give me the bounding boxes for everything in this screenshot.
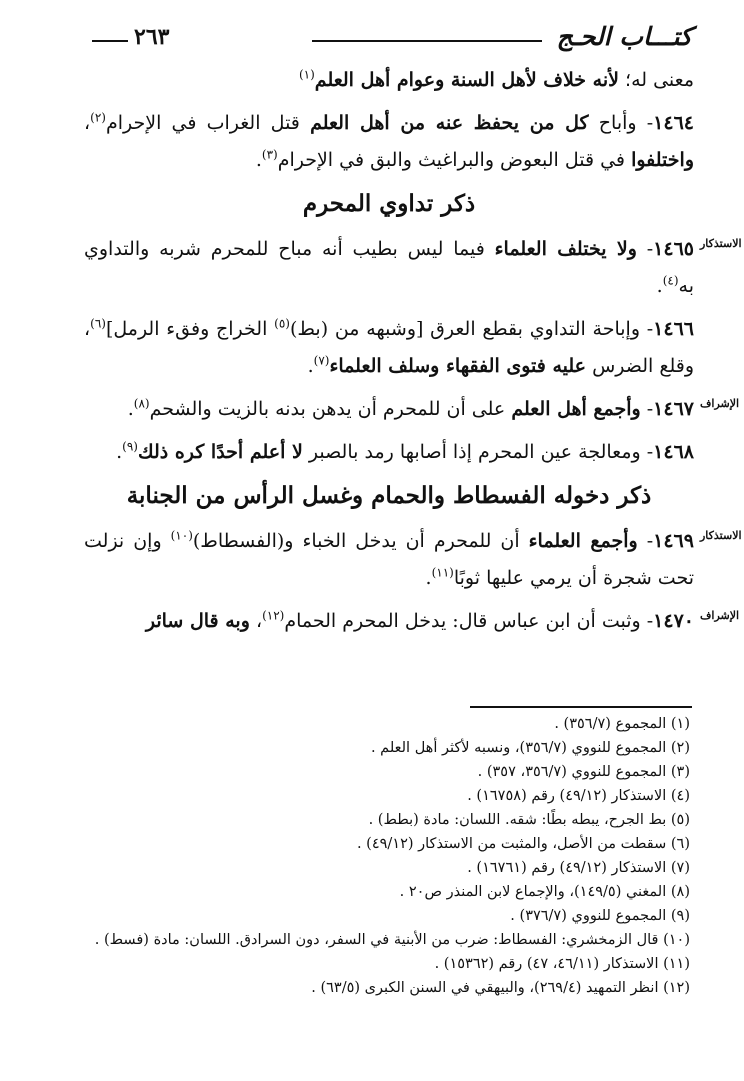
separator: - xyxy=(637,530,654,552)
footnote: (٣) المجموع للنووي (٣٥٦/٧، ٣٥٧) . xyxy=(477,764,690,780)
footnote-separator xyxy=(470,706,692,708)
book-title: كتـــاب الحـج xyxy=(556,22,692,51)
entry-number: ١٤٦٩ xyxy=(653,530,694,552)
footnote-ref: (٩) xyxy=(122,439,138,454)
entry-1470 xyxy=(84,603,740,640)
running-header xyxy=(92,20,692,54)
footnote: (٧) الاستذكار (٤٩/١٢) رقم (١٦٧٦١) . xyxy=(467,860,690,876)
bold-run: كل من يحفظ عنه من أهل العلم xyxy=(310,112,589,134)
footnote-ref: (٣) xyxy=(261,147,278,162)
text-run: معنى له؛ xyxy=(618,69,694,91)
text-run: ، xyxy=(249,610,263,632)
separator: - xyxy=(640,318,654,340)
entry-number: ١٤٦٧ xyxy=(653,398,694,420)
footnotes xyxy=(60,712,690,1000)
text-run: . xyxy=(307,355,314,377)
footnote: (١٠) قال الزمخشري: الفسطاط: ضرب من الأبنية في السفر، دون السرادق. اللسان: مادة (فسط) . xyxy=(94,932,690,948)
text-run: الخراج وفقء الرمل] xyxy=(105,318,275,340)
text-run: وإن نزلت تحت شجرة أن يرمي عليها ثوبًا xyxy=(84,530,694,589)
footnote-ref: (١٢) xyxy=(262,608,285,623)
text-run: ومعالجة عين المحرم إذا أصابها رمد بالصبر xyxy=(302,441,641,463)
entry-1467 xyxy=(84,391,740,428)
text-run: قتل الغراب في الإحرام xyxy=(105,112,311,134)
bold-run: وأجمع أهل العلم xyxy=(511,398,641,420)
separator: - xyxy=(640,398,654,420)
bold-run: عليه فتوى الفقهاء وسلف العلماء xyxy=(329,355,587,377)
entry-number: ١٤٦٦ xyxy=(653,318,694,340)
text-run: ، xyxy=(84,112,91,134)
footnote-ref: (٢) xyxy=(90,110,106,125)
entry-number: ١٤٦٤ xyxy=(653,112,694,134)
text-run: على أن للمحرم أن يدهن بدنه بالزيت والشحم xyxy=(149,398,512,420)
footnote-ref: (٦) xyxy=(90,316,106,331)
entry-number: ١٤٧٠ xyxy=(653,610,694,632)
entry-1468 xyxy=(84,434,694,471)
bold-run: وبه قال سائر xyxy=(145,610,250,632)
margin-source-note: الإشراف xyxy=(700,397,740,410)
text-run: فيما ليس بطيب أنه مباح للمحرم شربه والتداوي به xyxy=(84,238,694,297)
bold-run: لا أعلم أحدًا كره ذلك xyxy=(137,441,303,463)
text-run: . xyxy=(255,149,262,171)
text-run: . xyxy=(127,398,134,420)
footnote-ref: (١) xyxy=(298,67,315,82)
entry-1464 xyxy=(84,105,694,179)
text-run: في قتل البعوض والبراغيث والبق في الإحرام xyxy=(277,149,632,171)
footnote: (١٢) انظر التمهيد (٢٦٩/٤)، والبيهقي في السنن الكبرى (٦٣/٥) . xyxy=(311,980,690,996)
separator: - xyxy=(640,441,654,463)
bold-run: واختلفوا xyxy=(631,149,694,171)
text-run: . xyxy=(425,567,432,589)
section-title: ذكر دخوله الفسطاط والحمام وغسل الرأس من الجنابة xyxy=(126,482,652,509)
text-run: وإباحة التداوي بقطع العرق [وشبهه من (بط) xyxy=(289,318,640,340)
text-run: . xyxy=(116,441,123,463)
footnote-ref: (٨) xyxy=(133,396,150,411)
footnote: (١١) الاستذكار (٤٦/١١، ٤٧) رقم (١٥٣٦٢) . xyxy=(434,956,690,972)
footnote: (٥) بط الجرح، يبطه بطًا: شقه. اللسان: مادة (بطط) . xyxy=(368,812,690,828)
text-run: وأباح xyxy=(588,112,637,134)
separator: - xyxy=(636,238,654,260)
text-run: وثبت أن ابن عباس قال: يدخل المحرم الحمام xyxy=(284,610,641,632)
continued-line xyxy=(84,62,694,99)
text-run: . xyxy=(656,275,663,297)
margin-source-note: الاستذكار xyxy=(700,237,742,250)
page-number: ٢٦٣ xyxy=(134,24,170,50)
entry-1469 xyxy=(84,523,742,597)
entry-1465 xyxy=(84,231,742,305)
footnote: (٤) الاستذكار (٤٩/١٢) رقم (١٦٧٥٨) . xyxy=(467,788,690,804)
bold-run: ولا يختلف العلماء xyxy=(494,238,637,260)
main-text xyxy=(84,62,742,646)
footnote-ref: (٤) xyxy=(662,273,679,288)
header-rule xyxy=(312,40,542,42)
footnote-ref: (١٠) xyxy=(170,528,193,543)
bold-run: لأنه خلاف لأهل السنة وعوام أهل العلم xyxy=(314,69,619,91)
footnote-ref: (٧) xyxy=(313,353,330,368)
margin-source-note: الاستذكار xyxy=(700,529,742,542)
footnote-ref: (١١) xyxy=(431,565,454,580)
text-run: أن للمحرم أن يدخل الخباء و(الفسطاط) xyxy=(192,530,529,552)
footnote-ref: (٥) xyxy=(274,316,290,331)
margin-source-note: الإشراف xyxy=(700,609,740,622)
header-rule-short xyxy=(92,40,128,42)
entry-number: ١٤٦٥ xyxy=(653,238,694,260)
footnote: (١) المجموع (٣٥٦/٧) . xyxy=(554,716,690,732)
entry-number: ١٤٦٨ xyxy=(653,441,694,463)
separator: - xyxy=(640,610,654,632)
footnote: (٢) المجموع للنووي (٣٥٦/٧)، ونسبه لأكثر أهل العلم . xyxy=(370,740,690,756)
text-run: ، وقلع الضرس xyxy=(84,318,694,377)
bold-run: وأجمع العلماء xyxy=(528,530,638,552)
footnote: (٨) المغني (١٤٩/٥)، والإجماع لابن المنذر ص٢٠ . xyxy=(399,884,690,900)
separator: - xyxy=(636,112,654,134)
footnote: (٦) سقطت من الأصل، والمثبت من الاستذكار (٤٩/١٢) . xyxy=(356,836,690,852)
entry-1466 xyxy=(84,311,694,385)
footnote: (٩) المجموع للنووي (٣٧٦/٧) . xyxy=(510,908,690,924)
section-title: ذكر تداوي المحرم xyxy=(302,190,476,217)
